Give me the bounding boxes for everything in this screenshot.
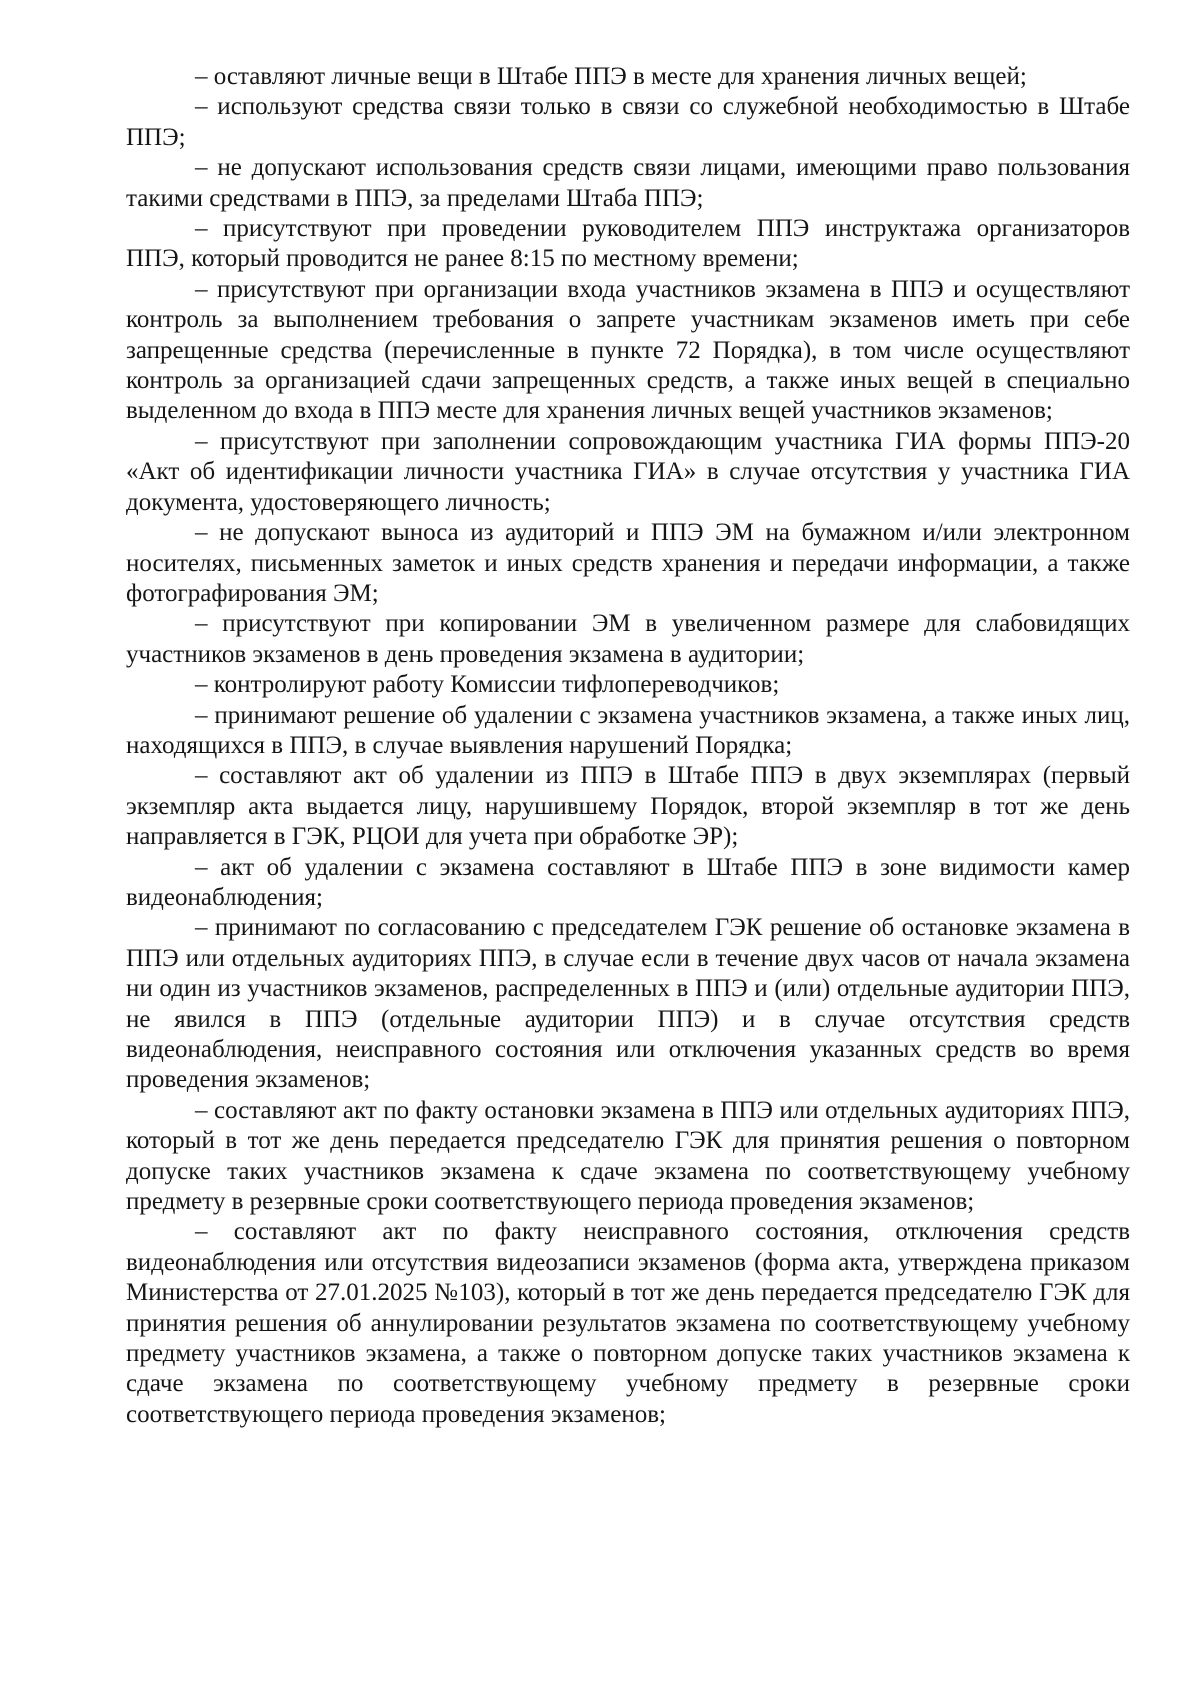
paragraph: – контролируют работу Комиссии тифлопереводчиков;: [195, 671, 780, 699]
paragraph: – оставляют личные вещи в Штабе ППЭ в месте для хранения личных вещей;: [195, 63, 1027, 90]
paragraph: – присутствуют при копировании ЭМ в увеличенном размере для слабовидящих участников экзаменов в день проведения экзамена в аудитории;: [126, 610, 1130, 668]
paragraph: – составляют акт по факту остановки экзамена в ППЭ или отдельных аудиториях ППЭ, который в тот же день передается председателю ГЭК для принятия решения о повторном допуске таких участников экзамена к сдаче экзамена по соответствующему учебному предмету в резервные сроки соответствующего периода проведения экзаменов;: [126, 1096, 1130, 1216]
paragraph: – принимают решение об удалении с экзамена участников экзамена, а также иных лиц, находящихся в ППЭ, в случае выявления нарушений Порядка;: [126, 701, 1130, 759]
paragraph: – принимают по согласованию с председателем ГЭК решение об остановке экзамена в ППЭ или отдельных аудиториях ППЭ, в случае если в течение двух часов от начала экзамена ни один из участников экзаменов, распределенных в ППЭ и (или) отдельные аудитории ППЭ, не явился в ППЭ (отдельные аудитории ППЭ) и в случае отсутствия средств видеонаблюдения, неисправного состояния или отключения указанных средств во время проведения экзаменов;: [126, 914, 1130, 1094]
paragraph: – присутствуют при заполнении сопровождающим участника ГИА формы ППЭ-20 «Акт об идентификации личности участника ГИА» в случае отсутствия у участника ГИА документа, удостоверяющего личность;: [126, 427, 1130, 516]
paragraph: – используют средства связи только в связи со служебной необходимостью в Штабе ППЭ;: [126, 93, 1130, 151]
paragraph: – составляют акт об удалении из ППЭ в Штабе ППЭ в двух экземплярах (первый экземпляр акта выдается лицу, нарушившему Порядок, второй экземпляр в тот же день направляется в ГЭК, РЦОИ для учета при обработке ЭР);: [126, 762, 1130, 851]
document-body: [126, 62, 1130, 1430]
paragraph: – не допускают выноса из аудиторий и ППЭ ЭМ на бумажном и/или электронном носителях, письменных заметок и иных средств хранения и передачи информации, а также фотографирования ЭМ;: [126, 519, 1130, 607]
paragraph: – не допускают использования средств связи лицами, имеющими право пользования такими средствами в ППЭ, за пределами Штаба ППЭ;: [126, 154, 1130, 212]
paragraph: – составляют акт по факту неисправного состояния, отключения средств видеонаблюдения или отсутствия видеозаписи экзаменов (форма акта, утверждена приказом Министерства от 27.01.2025 №103), который в тот же день передается председателю ГЭК для принятия решения об аннулировании результатов экзамена по соответствующему учебному предмету участников экзамена, а также о повторном допуске таких участников экзамена к сдаче экзамена по соответствующему учебному предмету в резервные сроки соответствующего периода проведения экзаменов;: [126, 1218, 1130, 1428]
paragraph: – присутствуют при организации входа участников экзамена в ППЭ и осуществляют контроль за выполнением требования о запрете участникам экзаменов иметь при себе запрещенные средства (перечисленные в пункте 72 Порядка), в том числе осуществляют контроль за организацией сдачи запрещенных средств, а также иных вещей в специально выделенном до входа в ППЭ месте для хранения личных вещей участников экзаменов;: [126, 275, 1130, 425]
paragraph: – присутствуют при проведении руководителем ППЭ инструктажа организаторов ППЭ, который проводится не ранее 8:15 по местному времени;: [126, 215, 1130, 273]
paragraph: – акт об удалении с экзамена составляют в Штабе ППЭ в зоне видимости камер видеонаблюдения;: [126, 853, 1130, 911]
